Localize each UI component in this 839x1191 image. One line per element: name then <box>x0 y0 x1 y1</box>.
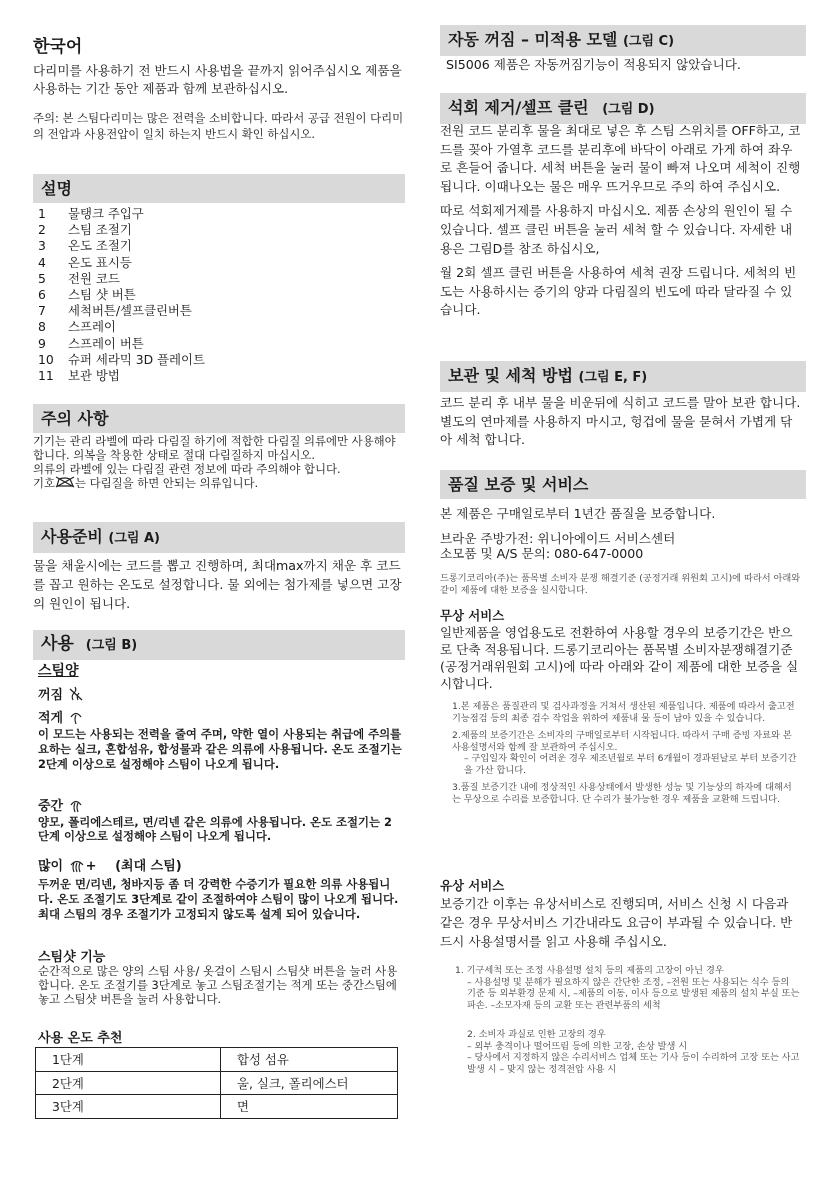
no-ironing-icon <box>55 476 75 491</box>
steam-low-icon <box>68 709 84 729</box>
section-heading-descale <box>440 93 806 124</box>
list-item <box>38 368 398 384</box>
language-title: 한국어 <box>33 37 83 57</box>
caution-symbol-line <box>33 476 405 491</box>
steam-high-label: 많이 <box>38 859 64 874</box>
figure-ref: (그림 B) <box>85 638 138 653</box>
temperature-table <box>35 1047 398 1119</box>
list-item-number: 1 <box>38 206 46 221</box>
list-item-label: 스프레이 버튼 <box>68 335 144 351</box>
list-item-number: 8 <box>38 319 46 335</box>
table-cell-level: 3단계 <box>36 1095 221 1119</box>
list-item-number: 7 <box>38 303 46 319</box>
figure-ref: (그림 E, F) <box>578 370 648 385</box>
contact-line: 소모품 및 A/S 문의: 080-647-0000 <box>440 546 644 561</box>
steam-off-label: 꺼짐 <box>38 688 64 703</box>
figure-ref: (그림 C) <box>622 34 675 49</box>
paid-item: – 외부 충격이나 떨어뜨림 등에 의한 고장, 손상 발생 시 <box>467 1040 688 1052</box>
steam-mid-icon <box>68 797 84 817</box>
free-service-title: 무상 서비스 <box>440 608 505 623</box>
steam-high-plus: + <box>85 859 97 874</box>
paid-item: 2. 소비자 과실로 인한 고장의 경우 <box>467 1029 606 1040</box>
free-item: 1.본 제품은 품질관리 및 검사과정을 거쳐서 생산된 제품입니다. 제품에 따라서 출고전 기능점검 등의 최종 검수 작업을 위하여 제품내 물 등이 남아 있을 수 있습니다. <box>452 701 795 724</box>
heading-text: 품질 보증 및 서비스 <box>448 475 589 494</box>
table-row <box>36 1048 398 1072</box>
steam-high-max: (최대 스팀) <box>115 859 182 874</box>
intro-text: 다리미를 사용하기 전 반드시 사용법을 끝까지 읽어주십시오 제품을 사용하는 기간 동안 제품과 함께 보관하십시오. <box>33 63 402 96</box>
steam-off-line <box>38 684 84 706</box>
table-row <box>36 1071 398 1095</box>
caution-symbol-suffix: 는 다림질을 하면 안되는 의류입니다. <box>75 476 259 490</box>
list-item-label: 물탱크 주입구 <box>68 206 144 221</box>
steam-off-icon <box>68 686 84 706</box>
free-item: 2.제품의 보증기간은 소비자의 구매일로부터 시작됩니다. 따라서 구매 증빙 자료와 본 사용설명서와 함께 잘 보관하여 주십시오. <box>452 730 792 753</box>
paid-service-text: 보증기간 이후는 유상서비스로 진행되며, 서비스 신청 시 다음과 같은 경우 무상서비스 기간내라도 요금이 부과될 수 있습니다. 반드시 사용설명서를 읽고 사용해 주십시오. <box>440 896 793 949</box>
paid-service-title: 유상 서비스 <box>440 878 505 893</box>
caution-paragraph: 의류의 라벨에 있는 다림질 관련 정보에 따라 주의해야 합니다. <box>33 462 341 476</box>
preparation-text: 물을 채울시에는 코드를 뽑고 진행하며, 최대max까지 채운 후 코드를 꼽고 원하는 온도로 설정합니다. 물 외에는 첨가제를 넣으면 고장의 원인이 됩니다. <box>33 558 402 611</box>
steam-low-text: 이 모드는 사용되는 전력을 줄여 주며, 약한 열이 사용되는 취급에 주의를 요하는 실크, 혼합섬유, 합성물과 같은 의류에 사용됩니다. 온도 조절기는 2단계 이상으로 설정해야 스팀이 나오게 됩니다. <box>38 727 402 771</box>
heading-text: 자동 꺼짐 – 미적용 모델 <box>448 30 618 49</box>
table-cell-level: 1단계 <box>36 1048 221 1072</box>
list-item-number: 2 <box>38 222 46 238</box>
steam-shot-title: 스팀샷 기능 <box>38 950 106 965</box>
intro-warning: 주의: 본 스팀다리미는 많은 전력을 소비합니다. 따라서 공급 전원이 다리미의 전압과 사용전압이 일치 하는지 반드시 확인 하십시오. <box>33 111 404 141</box>
paid-service-items <box>455 965 800 1075</box>
heading-text: 설명 <box>41 179 72 198</box>
list-item <box>38 238 398 254</box>
section-heading-storage <box>440 361 806 392</box>
parts-list <box>38 206 398 384</box>
heading-text: 사용 <box>41 634 74 654</box>
table-cell-level: 2단계 <box>36 1071 221 1095</box>
list-item-label: 보관 방법 <box>68 368 120 384</box>
list-item <box>38 352 398 368</box>
free-service-items <box>452 701 797 805</box>
figure-ref: (그림 D) <box>602 102 655 117</box>
list-item-label: 세척버튼/셀프클린버튼 <box>68 303 192 319</box>
steam-mid-label: 중간 <box>38 799 64 814</box>
list-item <box>38 206 398 222</box>
caution-paragraph: 기기는 관리 라벨에 따라 다림질 하기에 적합한 다림질 의류에만 사용해야 합니다. 의복을 착용한 상태로 절대 다림질하지 마십시오. <box>33 434 396 462</box>
table-cell-fabric: 합성 섬유 <box>221 1048 398 1072</box>
table-cell-fabric: 면 <box>221 1095 398 1119</box>
descale-paragraph: 월 2회 셀프 클린 버튼을 사용하여 세척 권장 드립니다. 세척의 빈도는 사용하시는 증기의 양과 다림질의 빈도에 따라 달라질 수 있습니다. <box>440 265 797 318</box>
steam-low-title-line <box>38 707 84 729</box>
list-item-label: 스팀 조절기 <box>68 222 132 238</box>
list-item-number: 9 <box>38 335 46 351</box>
list-item <box>38 255 398 271</box>
storage-text: 코드 분리 후 내부 물을 비운뒤에 식히고 코드를 말아 보관 합니다. 별도의 연마제를 사용하지 마시고, 헝겁에 물을 묻혀서 가볍게 닦아 세척 합니다. <box>440 395 801 448</box>
section-heading-description <box>33 174 405 203</box>
list-item-label: 온도 조절기 <box>68 238 132 254</box>
heading-text: 사용준비 <box>41 527 103 546</box>
descale-paragraph: 전원 코드 분리후 물을 최대로 넣은 후 스팀 스위치를 OFF하고, 코드를 꽂아 가열후 코드를 분리후에 바닥이 아래로 가게 하여 좌우로 흔들어 줍니다. 세척 버튼을 눌러 물이 빠져 나오며 세척이 진행 됩니다. 이때나오는 물은 매우 뜨거우므로 주의 하여 주십시오. <box>440 123 801 194</box>
steam-shot-text: 순간적으로 많은 양의 스팀 사용/ 옷걸이 스팀시 스팀샷 버튼을 눌러 사용합니다. 온도 조절기를 3단계로 놓고 스팀조절기는 적게 또는 중간스팀에 놓고 스팀샷 버튼을 눌러 사용합니다. <box>38 964 398 1006</box>
list-item <box>38 287 398 303</box>
warranty-note: 드롱기코리아(주)는 품목별 소비자 분쟁 해결기준 (공정거래 위원회 고시)에 따라서 아래와 같이 제품에 대한 보증을 실시합니다. <box>440 573 801 596</box>
descale-text <box>440 122 802 320</box>
list-item <box>38 222 398 238</box>
auto-off-text: SI5006 제품은 자동꺼짐기능이 적용되지 않았습니다. <box>446 57 741 72</box>
descale-paragraph: 따로 석회제거제를 사용하지 마십시오. 제품 손상의 원인이 될 수 있습니다. 셀프 클린 버튼을 눌러 세척 할 수 있습니다. 자세한 내용은 그림D를 참조 하십시오, <box>440 203 793 256</box>
steam-mid-title-line <box>38 795 84 817</box>
temp-table-title: 사용 온도 추천 <box>38 1031 123 1046</box>
list-item <box>38 336 398 352</box>
table-cell-fabric: 울, 실크, 폴리에스터 <box>221 1071 398 1095</box>
section-heading-usage <box>33 630 405 660</box>
section-heading-warranty <box>440 470 806 499</box>
contact-line: 브라운 주방가전: 위니아에이드 서비스센터 <box>440 531 676 546</box>
list-item-number: 6 <box>38 287 46 303</box>
section-heading-caution <box>33 404 405 433</box>
caution-text <box>33 434 405 491</box>
steam-amount-title: 스팀양 <box>38 663 79 679</box>
paid-item: 1. 기구세척 또는 조정 사용설명 설치 등의 제품의 고장이 아닌 경우 <box>455 965 724 976</box>
steam-mid-text: 양모, 폴리에스테르, 면/리넨 같은 의류에 사용됩니다. 온도 조절기는 2단계 이상으로 설정해야 스팀이 나오게 됩니다. <box>38 815 392 843</box>
list-item-label: 스팀 샷 버튼 <box>68 287 136 303</box>
caution-symbol-prefix: 기호 <box>33 476 56 490</box>
figure-ref: (그림 A) <box>108 531 160 546</box>
list-item <box>38 271 398 287</box>
paid-item: – 당사에서 지정하지 않은 수리서비스 업체 또는 기사 등이 수리하여 고장 또는 사고 발생 시 – 맞지 않는 정격전압 사용 시 <box>467 1052 800 1075</box>
section-heading-preparation <box>33 522 405 553</box>
list-item-number: 5 <box>38 270 46 286</box>
list-item-label: 스프레이 <box>68 319 116 335</box>
list-item <box>38 319 398 335</box>
heading-text: 주의 사항 <box>41 409 109 428</box>
steam-high-title-line <box>38 855 182 877</box>
list-item-label: 온도 표시등 <box>68 254 132 270</box>
steam-low-label: 적게 <box>38 711 64 726</box>
section-heading-auto-off <box>440 25 806 56</box>
free-item: – 구입일자 확인이 어려운 경우 제조년월로 부터 6개월이 경과된날로 부터 보증기간을 가산 합니다. <box>464 753 797 776</box>
list-item-label: 슈퍼 세라믹 3D 플레이트 <box>68 351 205 367</box>
heading-text: 석회 제거/셀프 클린 <box>448 98 589 117</box>
heading-text: 보관 및 세척 방법 <box>448 366 573 385</box>
steam-high-text: 두꺼운 면/리넨, 청바지등 좀 더 강력한 수증기가 필요한 의류 사용됩니다. 온도 조절기도 3단계로 같이 조절하여야 스팀이 많이 나오게 됩니다. 최대 스팀의 경우 조절기가 고정되지 않도록 설계 되어 있습니다. <box>38 877 399 921</box>
paid-item: – 사용설명 및 분해가 필요하지 않은 간단한 조정, –전원 또는 사용되는 식수 등의 기준 등 외부환경 문제 시, –제품의 이동, 이사 등으로 발생된 제품의 설치 부실 또는 파손. –소모자재 등의 교환 또는 관련부품의 세척 <box>467 976 800 1011</box>
free-item: 3.품질 보증기간 내에 정상적인 사용상태에서 발생한 성능 및 기능상의 하자에 대해서는 무상으로 수리를 보증합니다. 단 수리가 불가능한 경우 제품을 교환해 드립니다. <box>452 782 792 805</box>
list-item <box>38 303 398 319</box>
list-item-number: 3 <box>38 238 46 254</box>
table-row <box>36 1095 398 1119</box>
steam-high-icon <box>68 857 86 877</box>
list-item-label: 전원 코드 <box>68 270 120 286</box>
list-item-number: 11 <box>38 368 54 384</box>
list-item-number: 4 <box>38 254 46 270</box>
free-service-text: 일반제품을 영업용도로 전환하여 사용할 경우의 보증기간은 반으로 단축 적용됩니다. 드롱기코리아는 품목별 소비자분쟁해결기준(공정거래위원회 고시)에 따라 아래와 같이 제품에 대한 보증을 실시합니다. <box>440 625 799 691</box>
warranty-text: 본 제품은 구매일로부터 1년간 품질을 보증합니다. <box>440 506 716 521</box>
list-item-number: 10 <box>38 351 54 367</box>
